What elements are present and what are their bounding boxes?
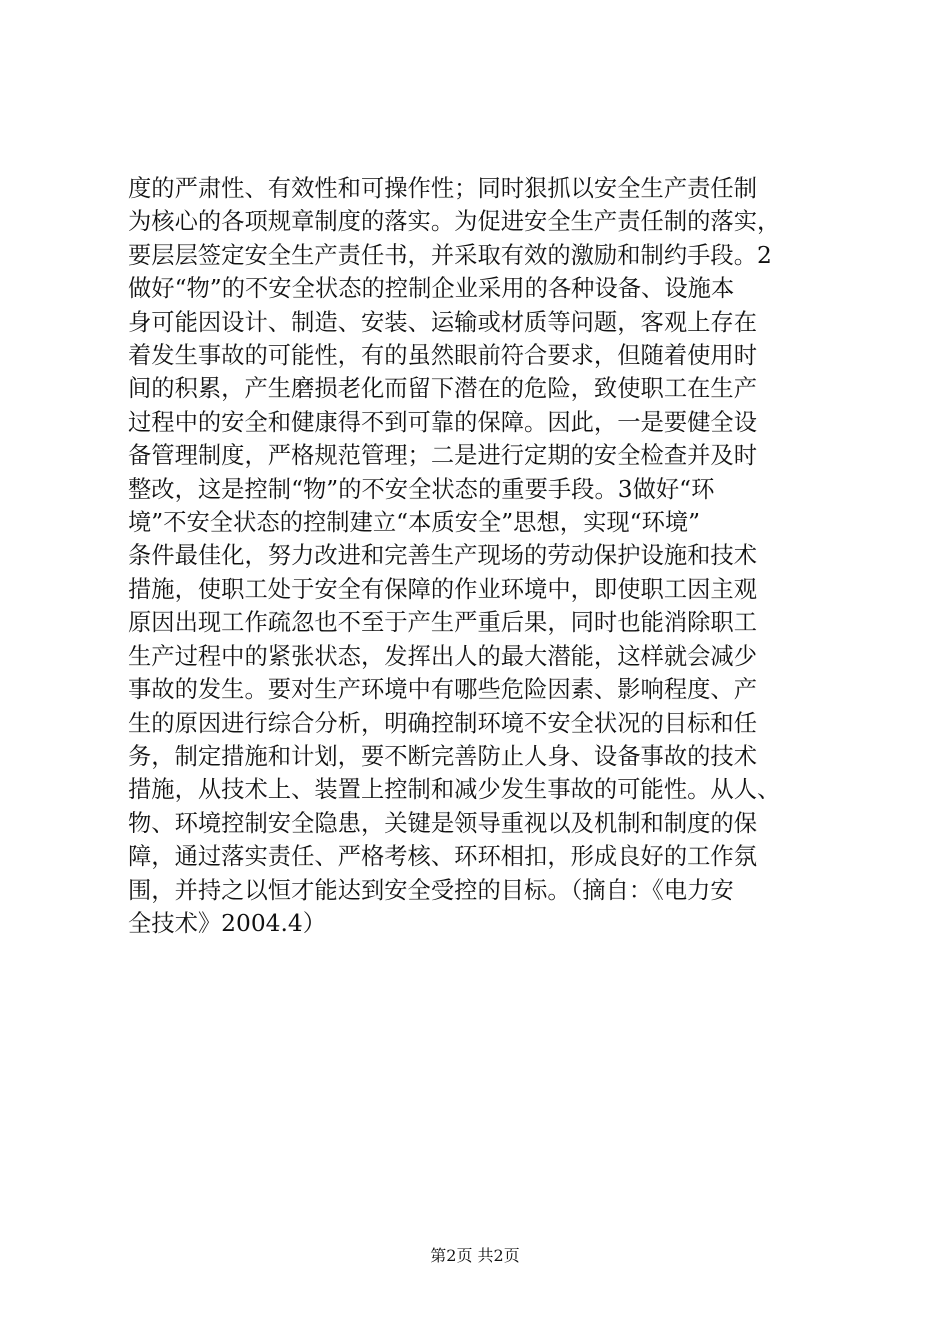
paragraph-line: 生的原因进行综合分析，明确控制环境不安全状况的目标和任 [128, 709, 758, 737]
paragraph-line: 要层层签定安全生产责任书，并采取有效的激励和制约手段。2 [128, 241, 772, 269]
paragraph-line: 间的积累，产生磨损老化而留下潜在的危险，致使职工在生产 [128, 375, 758, 403]
paragraph-line: 障，通过落实责任、严格考核、环环相扣，形成良好的工作氛 [128, 843, 758, 871]
paragraph-line: 条件最佳化，努力改进和完善生产现场的劳动保护设施和技术 [128, 542, 758, 570]
paragraph-line: 为核心的各项规章制度的落实。为促进安全生产责任制的落实， [128, 208, 781, 236]
paragraph-line: 度的严肃性、有效性和可操作性；同时狠抓以安全生产责任制 [128, 175, 758, 202]
paragraph-line: 生产过程中的紧张状态，发挥出人的最大潜能，这样就会减少 [128, 642, 758, 670]
paragraph-line: 措施，从技术上、装置上控制和减少发生事故的可能性。从人、 [128, 776, 781, 804]
paragraph-line: 全技术》2004.4） [128, 909, 327, 937]
body-paragraph [128, 172, 828, 940]
paragraph-line: 境”不安全状态的控制建立“本质安全”思想，实现“环境” [128, 509, 701, 537]
paragraph-line: 务，制定措施和计划，要不断完善防止人身、设备事故的技术 [128, 742, 758, 770]
paragraph-line: 做好“物”的不安全状态的控制企业采用的各种设备、设施本 [128, 275, 735, 303]
paragraph-line: 围，并持之以恒才能达到安全受控的目标。（摘自：《电力安 [128, 876, 734, 904]
paragraph-line: 事故的发生。要对生产环境中有哪些危险因素、影响程度、产 [128, 676, 758, 704]
paragraph-line: 原因出现工作疏忽也不至于产生严重后果，同时也能消除职工 [128, 609, 758, 637]
page-number-footer: 第2页 共2页 [430, 1246, 520, 1265]
paragraph-line: 物、环境控制安全隐患，关键是领导重视以及机制和制度的保 [128, 809, 758, 837]
paragraph-line: 整改，这是控制“物”的不安全状态的重要手段。3做好“环 [128, 475, 715, 503]
paragraph-line: 身可能因设计、制造、安装、运输或材质等问题，客观上存在 [128, 308, 758, 336]
paragraph-line: 着发生事故的可能性，有的虽然眼前符合要求，但随着使用时 [128, 342, 758, 370]
paragraph-line: 措施，使职工处于安全有保障的作业环境中，即使职工因主观 [128, 575, 758, 603]
paragraph-line: 过程中的安全和健康得不到可靠的保障。因此，一是要健全设 [128, 408, 758, 436]
paragraph-line: 备管理制度，严格规范管理；二是进行定期的安全检查并及时 [128, 442, 758, 470]
